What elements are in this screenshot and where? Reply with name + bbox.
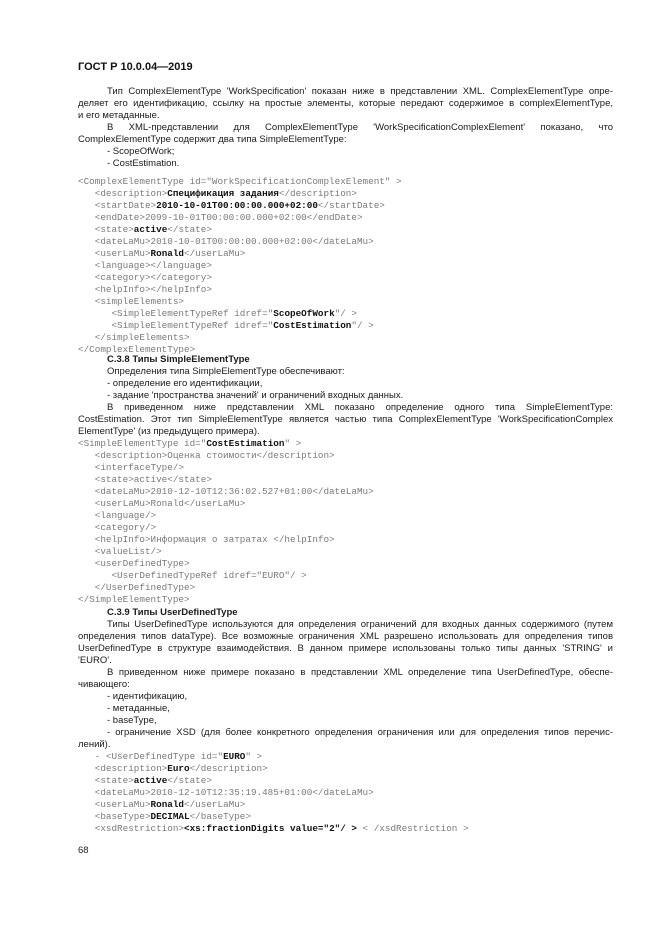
text-line: - baseType, — [107, 715, 157, 726]
text-line: Тип ComplexElementType 'WorkSpecification' показан ниже в представлении XML. ComplexElementType опре- — [107, 86, 613, 97]
code-line — [78, 284, 613, 296]
code-markup: <userDefinedType> — [78, 558, 190, 569]
text-line: - метаданные, — [107, 703, 170, 714]
xml-code-block — [78, 438, 613, 606]
code-markup: <baseType> — [78, 811, 151, 822]
code-line — [78, 332, 613, 344]
code-line — [78, 558, 613, 570]
text-line: - задание 'пространства значений' и ограничений входных данных. — [107, 390, 404, 401]
code-value: Ronald — [150, 799, 185, 810]
code-markup: <language></language> — [78, 260, 212, 271]
code-markup: </ComplexElementType> — [78, 344, 196, 355]
code-markup: <userLaMu> — [78, 799, 151, 810]
text-line: В приведенном ниже примере показано в представлении XML определение типа UserDefinedType, обеспе- — [107, 667, 613, 678]
code-markup: </description> — [189, 763, 268, 774]
code-value: <xs:fractionDigits value="2"/ > — [184, 823, 357, 834]
code-line — [78, 272, 613, 284]
text-line: ComplexElementType содержит два типа SimpleElementType: — [78, 134, 347, 145]
text-line: ElementType' (из предыдущего примера). — [78, 426, 260, 437]
code-markup: </baseType> — [189, 811, 251, 822]
code-markup: <description> — [78, 763, 168, 774]
code-line — [78, 224, 613, 236]
code-line — [78, 582, 613, 594]
xml-code-block — [78, 176, 613, 356]
code-line — [78, 510, 613, 522]
code-line — [78, 474, 613, 486]
text-line: определения типов dataType). Все возможные ограничения XML разрешено использовать для определения типов — [78, 631, 613, 642]
code-markup: <UserDefinedTypeRef idref="EURO"/ > — [78, 570, 307, 581]
code-markup: <ComplexElementType id="WorkSpecificationComplexElement" > — [78, 176, 402, 187]
code-line — [78, 212, 613, 224]
text-line: В XML-представлении для ComplexElementType 'WorkSpecificationComplexElement' показано, что — [107, 122, 613, 133]
code-line — [78, 260, 613, 272]
code-markup: <dateLaMu>2010-12-10T12:36:02.527+01:00</dateLaMu> — [78, 486, 374, 497]
code-markup: </simpleElements> — [78, 332, 190, 343]
xml-code-block — [78, 751, 613, 835]
text-line: деляет его идентификацию, ссылку на простые элементы, которые передают содержимое в complexElementType, — [78, 98, 613, 109]
code-markup: <category/> — [78, 522, 157, 533]
code-markup: <state> — [78, 775, 134, 786]
code-markup: <state>active</state> — [78, 474, 212, 485]
text-line: - ScopeOfWork; — [107, 146, 175, 157]
code-markup: </state> — [167, 224, 212, 235]
code-line — [78, 462, 613, 474]
code-value: Ronald — [150, 248, 185, 259]
text-line: UserDefinedType в структуре взаимодействия. В данном примере использованы только типы данных 'STRING' и — [78, 643, 613, 654]
code-markup: </startDate> — [317, 200, 385, 211]
code-markup: <SimpleElementTypeRef idref=" — [78, 320, 274, 331]
code-line — [78, 811, 613, 823]
text-line: лений). — [78, 739, 111, 750]
code-markup: "/ > — [334, 308, 357, 319]
code-value: ScopeOfWork — [273, 308, 335, 319]
page-number: 68 — [78, 845, 89, 856]
code-value: DECIMAL — [150, 811, 190, 822]
code-line — [78, 450, 613, 462]
code-markup: <userLaMu> — [78, 248, 151, 259]
code-value: EURO — [223, 751, 246, 762]
code-line — [78, 799, 613, 811]
code-markup: <helpInfo></helpInfo> — [78, 284, 212, 295]
code-line — [78, 308, 613, 320]
text-line: Определения типа SimpleElementType обеспечивают: — [107, 366, 345, 377]
code-markup: </userLaMu> — [184, 248, 246, 259]
code-markup: <userLaMu>Ronald</userLaMu> — [78, 498, 246, 509]
code-line — [78, 200, 613, 212]
code-line — [78, 823, 613, 835]
text-line: - определение его идентификации, — [107, 378, 263, 389]
code-markup: </SimpleElementType> — [78, 594, 190, 605]
text-block — [78, 354, 613, 438]
code-line — [78, 176, 613, 188]
code-line — [78, 751, 613, 763]
code-markup: <helpInfo>Информация о затратах </helpInfo> — [78, 534, 335, 545]
code-markup: <description>Оценка стоимости</description> — [78, 450, 335, 461]
code-markup: <SimpleElementType id=" — [78, 438, 207, 449]
text-line: CostEstimation. Этот тип SimpleElementType является частью типа ComplexElementType 'WorkSpecificationComplex — [78, 414, 613, 425]
code-markup: <valueList/> — [78, 546, 162, 557]
code-markup: < /xsdRestriction > — [356, 823, 469, 834]
code-markup: </userLaMu> — [184, 799, 246, 810]
text-line: Типы UserDefinedType используются для определения ограничений для входных данных содержимого (путем — [107, 619, 613, 630]
code-line — [78, 775, 613, 787]
text-line: В приведенном ниже представлении XML показано определение одного типа SimpleElementType: — [107, 402, 613, 413]
code-value: CostEstimation — [206, 438, 285, 449]
code-line — [78, 522, 613, 534]
code-line — [78, 188, 613, 200]
code-markup: <dateLaMu>2010-10-01T00:00:00.000+02:00</dateLaMu> — [78, 236, 374, 247]
code-line — [78, 763, 613, 775]
section-heading: С.3.9 Типы UserDefinedType — [107, 607, 238, 618]
code-line — [78, 320, 613, 332]
code-line — [78, 546, 613, 558]
code-markup: <description> — [78, 188, 168, 199]
code-line — [78, 570, 613, 582]
text-line: - идентификацию, — [107, 691, 188, 702]
code-markup: <SimpleElementTypeRef idref=" — [78, 308, 274, 319]
text-line: - ограничение XSD (для более конкретного определения ограничения или для определения типов перечис- — [107, 727, 613, 738]
text-line: и его метаданные. — [78, 110, 160, 121]
code-value: Спецификация задания — [167, 188, 279, 199]
code-value: active — [133, 224, 168, 235]
code-markup: - <UserDefinedType id=" — [78, 751, 224, 762]
text-block — [78, 86, 613, 170]
code-value: 2010-10-01T00:00:00.000+02:00 — [156, 200, 318, 211]
code-markup: "/ > — [351, 320, 374, 331]
code-line — [78, 296, 613, 308]
code-line — [78, 594, 613, 606]
code-line — [78, 498, 613, 510]
code-markup: <xsdRestriction> — [78, 823, 185, 834]
code-markup: <language/> — [78, 510, 157, 521]
code-markup: </description> — [278, 188, 357, 199]
code-markup: <simpleElements> — [78, 296, 185, 307]
code-markup: <dateLaMu>2010-12-10T12:35:19.485+01:00</dateLaMu> — [78, 787, 374, 798]
text-line: - CostEstimation. — [107, 158, 180, 169]
code-value: CostEstimation — [273, 320, 352, 331]
code-markup: " > — [245, 751, 263, 762]
code-markup: <startDate> — [78, 200, 157, 211]
code-markup: <interfaceType/> — [78, 462, 185, 473]
text-line: чивающего: — [78, 679, 130, 690]
code-markup: <endDate>2099-10-01T00:00:00.000+02:00</endDate> — [78, 212, 363, 223]
code-line — [78, 534, 613, 546]
code-value: active — [133, 775, 168, 786]
code-line — [78, 236, 613, 248]
code-line — [78, 438, 613, 450]
document-header: ГОСТ Р 10.0.04—2019 — [78, 61, 193, 73]
code-value: Euro — [167, 763, 190, 774]
code-line — [78, 248, 613, 260]
text-line: 'EURO'. — [78, 655, 112, 666]
code-markup: <category></category> — [78, 272, 212, 283]
section-heading: С.3.8 Типы SimpleElementType — [107, 354, 250, 365]
code-line — [78, 787, 613, 799]
text-block — [78, 607, 613, 751]
code-markup: " > — [284, 438, 302, 449]
code-line — [78, 486, 613, 498]
code-markup: </UserDefinedType> — [78, 582, 196, 593]
code-markup: <state> — [78, 224, 134, 235]
code-markup: </state> — [167, 775, 212, 786]
